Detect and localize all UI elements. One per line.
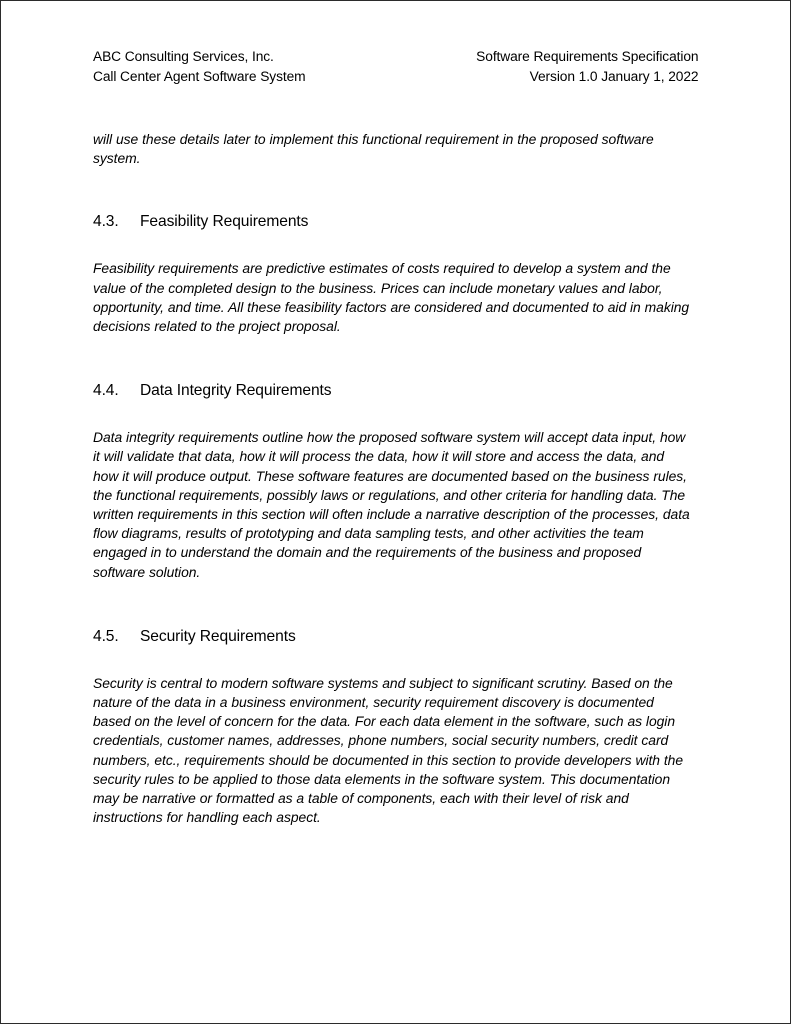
document-content: [93, 47, 699, 827]
section-title-44: Data Integrity Requirements: [140, 382, 332, 400]
section-number-44: 4.4.: [93, 382, 119, 400]
header-right-block: [476, 47, 698, 87]
spacer-after-heading-44: [93, 401, 699, 428]
spacer-before-section-44: [93, 336, 699, 381]
section-title-45: Security Requirements: [140, 627, 296, 645]
section-paragraph-43: Feasibility requirements are predictive estimates of costs required to develop a system and the value of the completed design to the business. Prices can include monetary values and labor, opportunity, and time. All these feasibility factors are considered and documented to aid in making decisions related to the project proposal.: [93, 260, 690, 335]
header-system-name: Call Center Agent Software System: [93, 69, 306, 85]
section-heading-44: [93, 381, 699, 401]
section-heading-43: [93, 212, 699, 232]
section-number-43: 4.3.: [93, 213, 119, 231]
header-company-name: ABC Consulting Services, Inc.: [93, 49, 274, 65]
spacer-before-section-43: [93, 168, 699, 212]
spacer-after-heading-45: [93, 647, 699, 674]
header-body-spacer: [93, 87, 699, 130]
section-paragraph-45: Security is central to modern software systems and subject to significant scrutiny. Based on the nature of the data in a business environment, security requirement discovery is documented based on the level of concern for the data. For each data element in the software, such as login credentials, customer names, addresses, phone numbers, social security numbers, credit card numbers, etc., requirements should be documented in this section to provide developers with the security rules to be applied to those data elements in the software system. This documentation may be narrative or formatted as a table of components, each with their level of risk and instructions for handling each aspect.: [93, 674, 684, 826]
header-version-date: Version 1.0 January 1, 2022: [529, 69, 699, 85]
section-number-45: 4.5.: [93, 627, 119, 645]
header-document-type: Software Requirements Specification: [476, 49, 699, 65]
continued-paragraph: will use these details later to implement this functional requirement in the proposed software system.: [93, 131, 654, 167]
header-left-block: [93, 47, 306, 87]
spacer-after-heading-43: [93, 232, 699, 259]
section-title-43: Feasibility Requirements: [140, 213, 309, 231]
section-heading-45: [93, 627, 699, 647]
section-paragraph-44: Data integrity requirements outline how the proposed software system will accept data input, how it will validate that data, how it will process the data, how it will store and access the data, and how it will produce output. These software features are documented based on the business rules, the functional requirements, possibly laws or regulations, and other criteria for handling data. The written requirements in this section will often include a narrative description of the processes, data flow diagrams, results of prototyping and data sampling tests, and other activities the team engaged in to understand the domain and the requirements of the business and proposed software solution.: [93, 429, 690, 580]
spacer-before-section-45: [93, 582, 699, 627]
document-running-header: [93, 47, 698, 87]
